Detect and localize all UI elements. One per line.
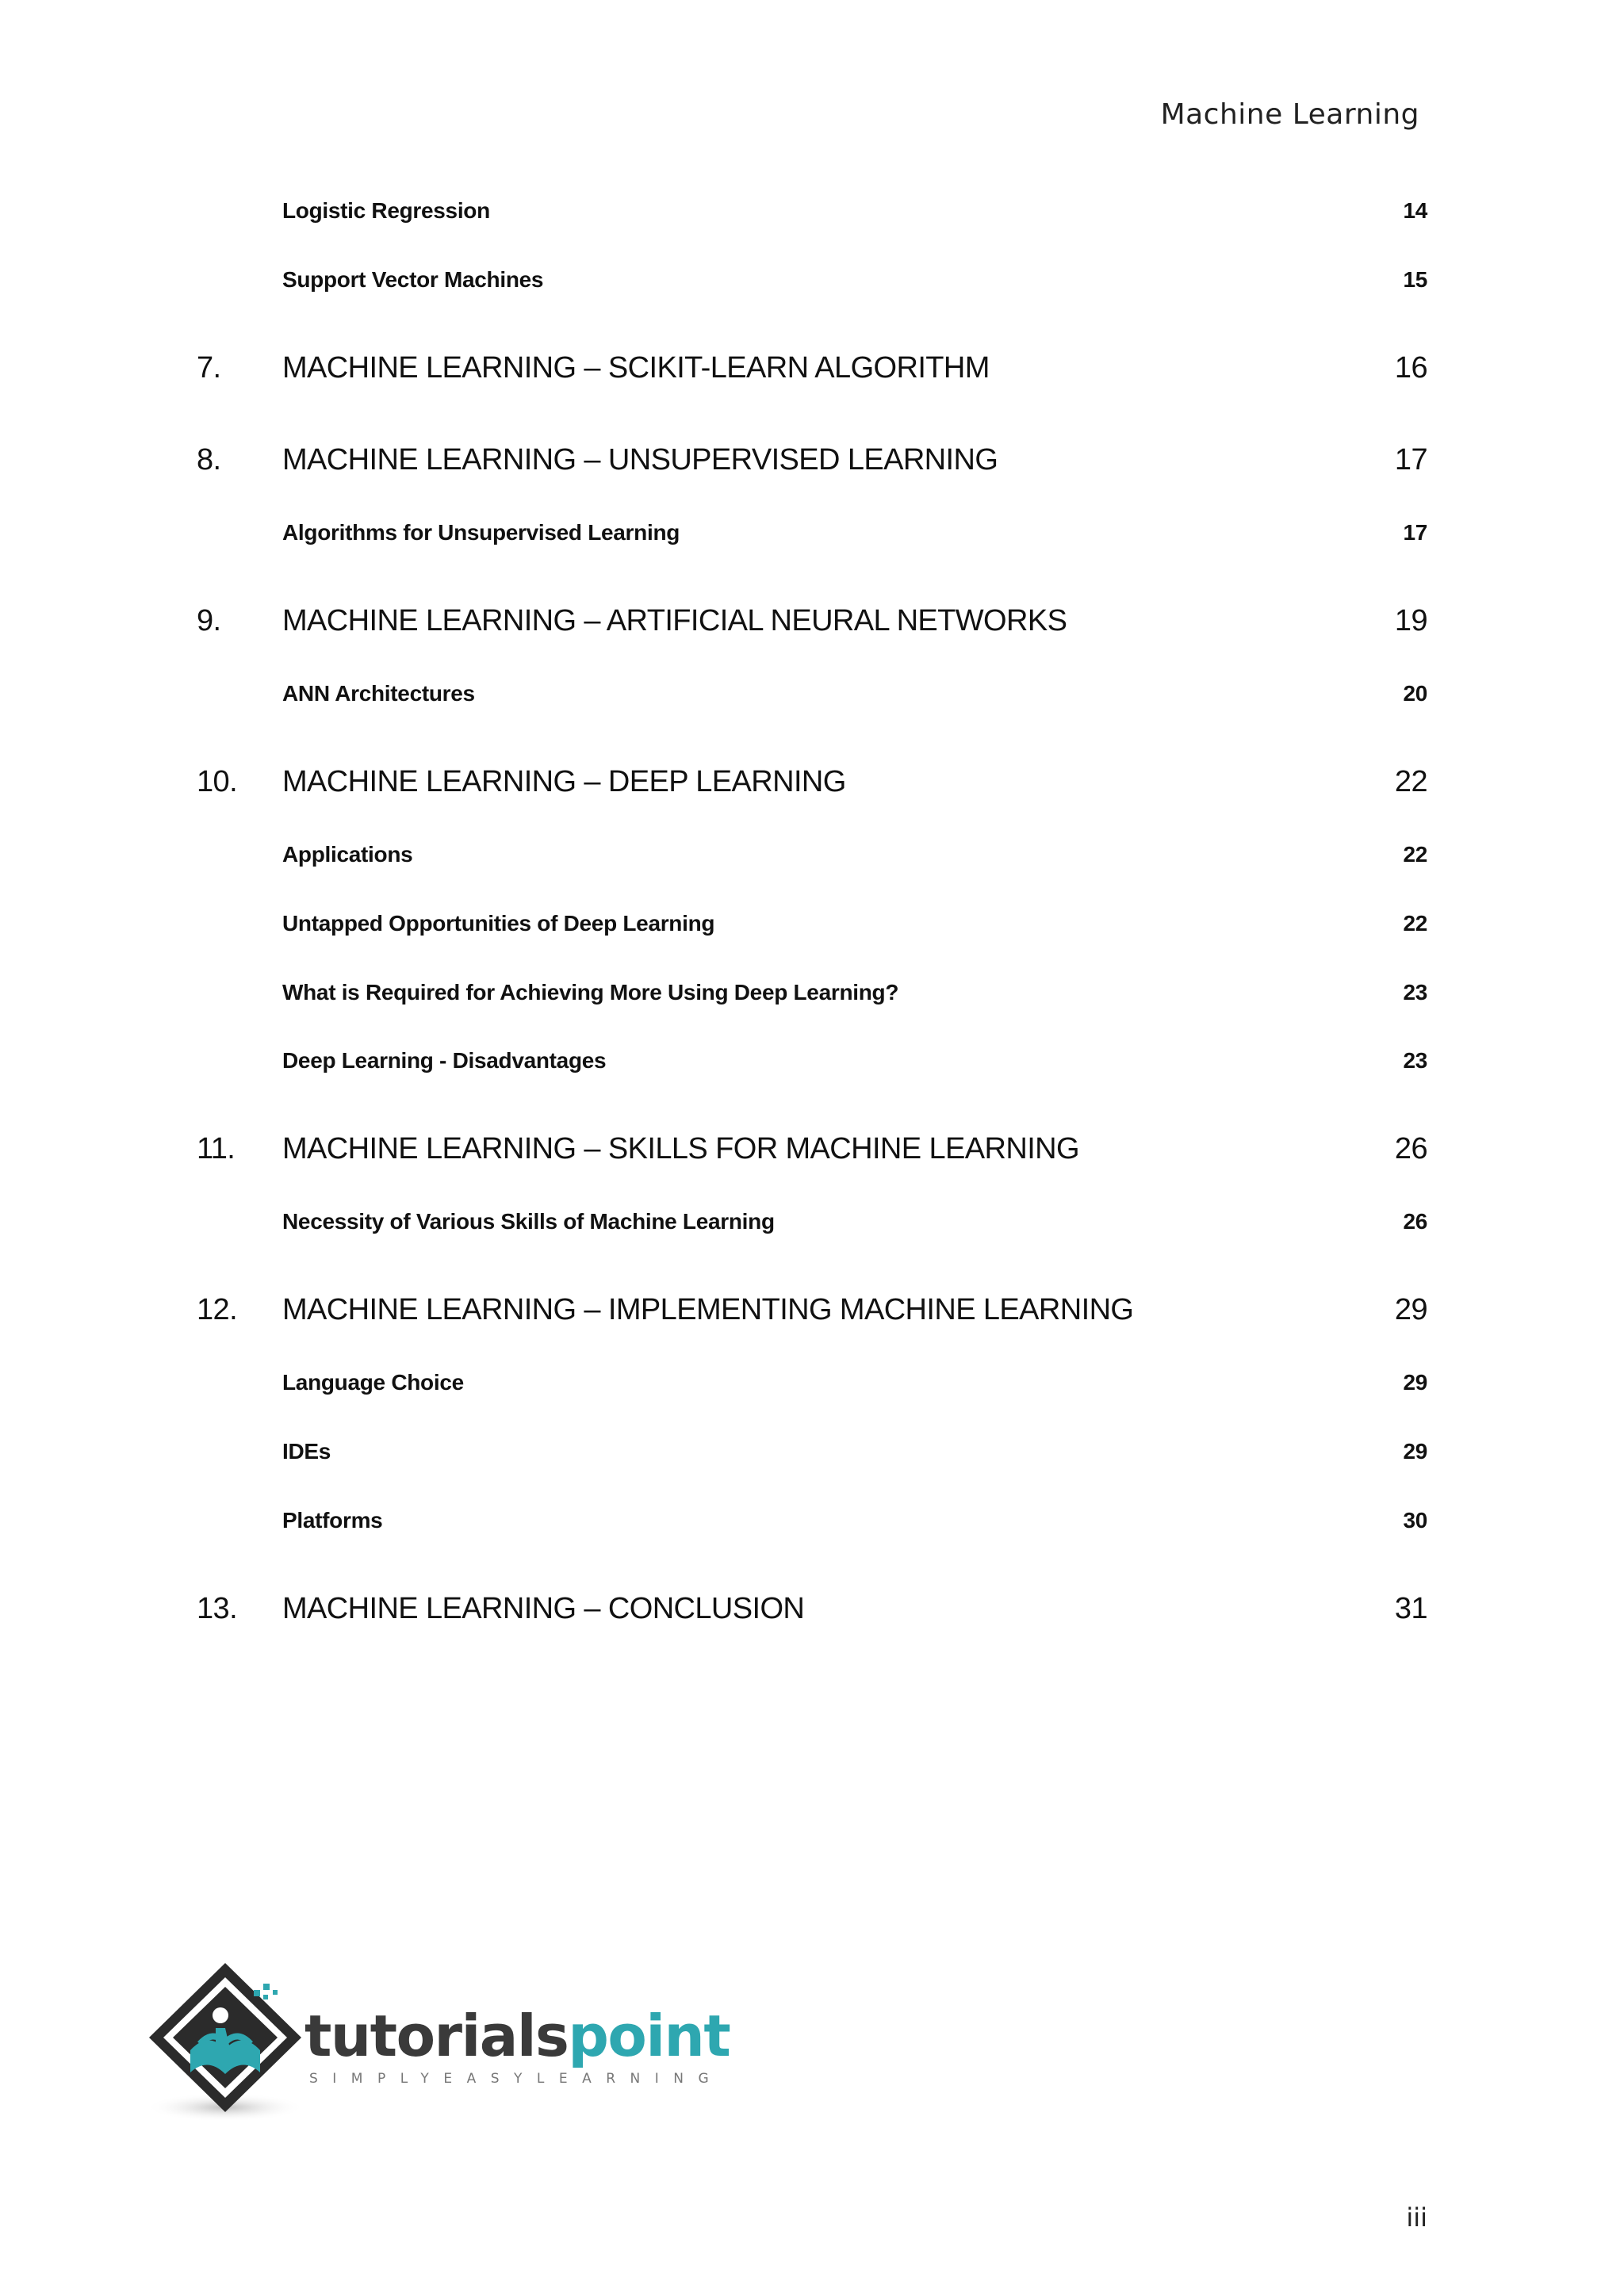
toc-page-number: 23 [1403,980,1427,1004]
logo-wordmark [304,2003,730,2069]
toc-page-number: 15 [1403,267,1427,292]
toc-page-number: 17 [1394,443,1427,476]
toc-entry-what-is-required[interactable] [282,980,1427,1005]
toc-page-number: 31 [1394,1592,1427,1625]
toc-page-number: 29 [1403,1370,1427,1395]
tutorialspoint-logo [143,1955,730,2130]
toc-chapter-number: 8. [197,443,221,476]
toc-page-number: 23 [1403,1048,1427,1073]
toc-page-number: 22 [1394,765,1427,798]
toc-entry-title: Platforms [282,1508,383,1533]
toc-entry-platforms[interactable] [282,1508,1427,1533]
toc-entry-title: Language Choice [282,1370,464,1395]
toc-chapter-number: 12. [197,1293,238,1326]
logo-wordmark-part1: tutorials [304,2003,569,2069]
toc-page-number: 30 [1403,1508,1427,1533]
toc-chapter-number: 9. [197,604,221,637]
toc-entry-title: Logistic Regression [282,198,490,223]
toc-chapter-number: 13. [197,1592,238,1625]
toc-chapter-title: MACHINE LEARNING – UNSUPERVISED LEARNING [282,443,998,476]
toc-chapter-8[interactable] [197,443,1427,477]
toc-entry-deep-learning-disadvantages[interactable] [282,1048,1427,1073]
toc-entry-title: Applications [282,842,413,867]
toc-entry-title: Support Vector Machines [282,267,544,292]
toc-chapter-11[interactable] [197,1132,1427,1166]
toc-entry-title: Algorithms for Unsupervised Learning [282,520,680,545]
toc-page-number: 26 [1394,1132,1427,1165]
toc-chapter-title: MACHINE LEARNING – SCIKIT-LEARN ALGORITHM [282,351,990,385]
toc-chapter-number: 11. [197,1132,236,1165]
toc-entry-support-vector-machines[interactable] [282,267,1427,293]
toc-chapter-number: 10. [197,765,238,798]
toc-page-number: 22 [1403,911,1427,936]
toc-chapter-10[interactable] [197,765,1427,799]
toc-page-number: 16 [1394,351,1427,385]
toc-entry-logistic-regression[interactable] [282,198,1427,224]
toc-chapter-12[interactable] [197,1293,1427,1327]
toc-entry-necessity-of-skills[interactable] [282,1209,1427,1234]
logo-emblem-icon [143,1955,317,2130]
toc-chapter-7[interactable] [197,351,1427,385]
toc-chapter-title: MACHINE LEARNING – ARTIFICIAL NEURAL NETWORKS [282,604,1067,637]
toc-chapter-9[interactable] [197,604,1427,638]
toc-chapter-number: 7. [197,351,221,385]
logo-wordmark-part2: point [568,2003,730,2069]
toc-page-number: 29 [1394,1293,1427,1326]
toc-entry-title: Deep Learning - Disadvantages [282,1048,607,1073]
toc-chapter-title: MACHINE LEARNING – IMPLEMENTING MACHINE LEARNING [282,1293,1134,1326]
toc-entry-untapped-opportunities[interactable] [282,911,1427,936]
toc-entry-title: What is Required for Achieving More Using Deep Learning? [282,980,899,1004]
toc-page-number: 22 [1403,842,1427,867]
page-number: iii [1406,2202,1427,2233]
toc-page-number: 26 [1403,1209,1427,1234]
toc-page-number: 19 [1394,604,1427,637]
toc-entry-title: IDEs [282,1439,331,1464]
toc-entry-ides[interactable] [282,1439,1427,1464]
toc-chapter-title: MACHINE LEARNING – DEEP LEARNING [282,765,846,798]
toc-page-number: 17 [1403,520,1427,545]
toc-chapter-title: MACHINE LEARNING – SKILLS FOR MACHINE LEARNING [282,1132,1079,1165]
toc-page-number: 14 [1403,198,1427,223]
toc-entry-applications[interactable] [282,842,1427,867]
toc-page-number: 20 [1403,681,1427,706]
toc-entry-title: ANN Architectures [282,681,475,706]
toc-entry-title: Untapped Opportunities of Deep Learning [282,911,715,936]
toc-chapter-13[interactable] [197,1592,1427,1626]
toc-page-number: 29 [1403,1439,1427,1464]
toc-entry-language-choice[interactable] [282,1370,1427,1395]
toc-entry-ann-architectures[interactable] [282,681,1427,706]
toc-chapter-title: MACHINE LEARNING – CONCLUSION [282,1592,805,1625]
toc-entry-algorithms-unsupervised[interactable] [282,520,1427,545]
logo-tagline: SIMPLYEASYLEARNING [309,2071,724,2087]
toc-entry-title: Necessity of Various Skills of Machine Learning [282,1209,775,1234]
running-header: Machine Learning [1160,98,1419,131]
